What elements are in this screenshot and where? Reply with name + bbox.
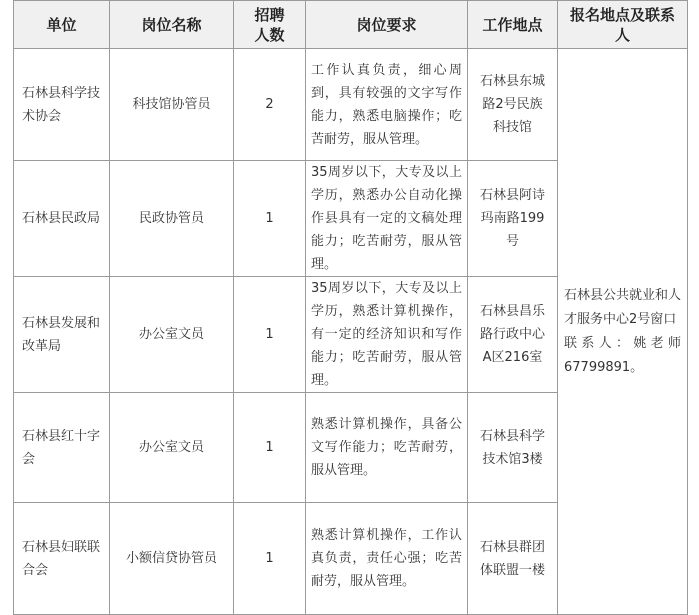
header-row <box>14 1 688 49</box>
registration-contact: 联系人：姚老师67799891。 <box>564 335 681 375</box>
count-cell: 1 <box>234 393 306 503</box>
position-cell: 办公室文员 <box>110 393 234 503</box>
registration-place: 石林县公共就业和人才服务中心2号窗口 <box>564 287 682 327</box>
unit-cell: 石林县发展和改革局 <box>14 277 110 393</box>
header-location: 工作地点 <box>468 1 558 49</box>
requirements-cell: 熟悉计算机操作，工作认真负责，责任心强；吃苦耐劳，服从管理。 <box>306 503 468 615</box>
count-cell: 1 <box>234 503 306 615</box>
position-cell: 科技馆协管员 <box>110 49 234 161</box>
recruitment-table <box>13 0 688 615</box>
location-cell: 石林县东城路2号民族科技馆 <box>468 49 558 161</box>
header-requirements: 岗位要求 <box>306 1 468 49</box>
location-cell: 石林县昌乐路行政中心A区216室 <box>468 277 558 393</box>
position-cell: 小额信贷协管员 <box>110 503 234 615</box>
header-registration: 报名地点及联系人 <box>558 1 688 49</box>
header-position: 岗位名称 <box>110 1 234 49</box>
header-unit: 单位 <box>14 1 110 49</box>
requirements-cell: 熟悉计算机操作，具备公文写作能力；吃苦耐劳，服从管理。 <box>306 393 468 503</box>
location-cell: 石林县群团体联盟一楼 <box>468 503 558 615</box>
requirements-cell: 35周岁以下，大专及以上学历，熟悉计算机操作，有一定的经济知识和写作能力；吃苦耐劳，服从管理。 <box>306 277 468 393</box>
unit-cell: 石林县红十字会 <box>14 393 110 503</box>
location-cell: 石林县科学技术馆3楼 <box>468 393 558 503</box>
requirements-cell: 35周岁以下，大专及以上学历，熟悉办公自动化操作县具有一定的文稿处理能力；吃苦耐劳，服从管理。 <box>306 161 468 277</box>
location-cell: 石林县阿诗玛南路199号 <box>468 161 558 277</box>
table-row <box>14 49 688 161</box>
header-count: 招聘人数 <box>234 1 306 49</box>
count-cell: 1 <box>234 161 306 277</box>
unit-cell: 石林县妇联联合会 <box>14 503 110 615</box>
position-cell: 办公室文员 <box>110 277 234 393</box>
position-cell: 民政协管员 <box>110 161 234 277</box>
unit-cell: 石林县科学技术协会 <box>14 49 110 161</box>
requirements-cell: 工作认真负责，细心周到，具有较强的文字写作能力，熟悉电脑操作；吃苦耐劳，服从管理。 <box>306 49 468 161</box>
unit-cell: 石林县民政局 <box>14 161 110 277</box>
count-cell: 2 <box>234 49 306 161</box>
registration-cell <box>558 49 688 615</box>
count-cell: 1 <box>234 277 306 393</box>
